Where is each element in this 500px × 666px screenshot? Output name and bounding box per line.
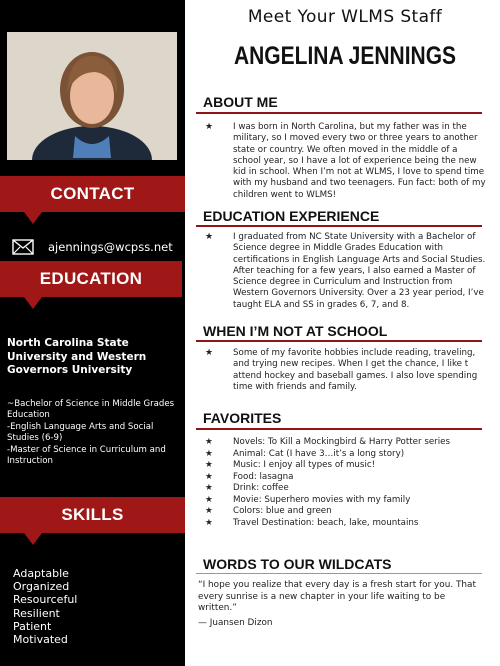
skill-item: Motivated (13, 633, 68, 647)
not-at-school-text: Some of my favorite hobbies include reading, traveling, and trying new recipes. When I get the chance, I like t attend hockey and baseball games. I also love spending time with friends and family. (233, 348, 478, 392)
degree-item: -Master of Science in Curriculum and Instruction (7, 444, 166, 467)
section-divider (196, 428, 482, 430)
star-icon: ★ (205, 232, 214, 242)
star-icon: ★ (205, 122, 214, 132)
list-item (202, 437, 486, 449)
star-icon: ★ (205, 448, 213, 459)
skill-item: Resilient (13, 606, 60, 620)
words-heading: WORDS TO OUR WILDCATS (203, 556, 392, 572)
envelope-icon (12, 239, 34, 255)
star-icon: ★ (205, 483, 213, 493)
profile-photo (7, 32, 177, 160)
about-text: I was born in North Carolina, but my father was in the military, so I moved every two or three years to another state or country. We often moved in the middle of a school year, so I have a lot of experience being the new kid in school. When I’m not at WLMS, I love to spend time with my husband and two teenagers. Fun fact: both of my children went to WLMS! (233, 122, 486, 200)
contact-ribbon-tip (24, 212, 42, 224)
star-icon: ★ (205, 494, 213, 505)
list-item (202, 460, 486, 472)
skills-heading: SKILLS (0, 497, 185, 533)
favorite-text: Animal: Cat (I have 3…it’s a long story) (233, 448, 405, 459)
section-divider (196, 340, 482, 342)
favorites-list (202, 437, 486, 529)
degree-item: ~Bachelor of Science in Middle Grades Education (7, 399, 175, 421)
not-at-school-block (202, 348, 486, 393)
education-heading: EDUCATION (0, 261, 182, 297)
school-name: North Carolina State University and Western Governors University (7, 337, 147, 376)
favorite-text: Drink: coffee (233, 483, 289, 493)
quote-author: — Juansen Dizon (198, 618, 273, 628)
skill-item: Patient (13, 619, 52, 633)
skills-ribbon-tip (24, 533, 42, 545)
favorite-text: Travel Destination: beach, lake, mountains (233, 517, 419, 528)
star-icon: ★ (205, 471, 213, 482)
list-item (202, 506, 486, 518)
list-item (202, 449, 486, 461)
contact-heading: CONTACT (0, 176, 185, 212)
section-divider (196, 112, 482, 114)
favorite-text: Novels: To Kill a Mockingbird & Harry Potter series (233, 437, 451, 447)
email-link[interactable]: ajennings@wcpss.net (48, 240, 173, 254)
skill-item: Organized (13, 580, 70, 594)
favorite-text: Music: I enjoy all types of music! (233, 460, 376, 470)
education-experience-block (202, 232, 486, 311)
star-icon: ★ (205, 348, 214, 358)
education-ribbon-tip (24, 297, 42, 309)
sidebar (0, 0, 185, 666)
star-icon: ★ (205, 437, 213, 447)
list-item (202, 483, 486, 495)
skill-item: Resourceful (13, 593, 78, 607)
staff-name: ANGELINA JENNINGS (233, 42, 457, 71)
star-icon: ★ (205, 460, 213, 470)
education-experience-heading: EDUCATION EXPERIENCE (203, 208, 380, 224)
list-item (202, 495, 486, 507)
favorite-text: Food: lasagna (233, 471, 294, 482)
degrees-list (7, 399, 179, 467)
skills-list (13, 567, 77, 646)
quote-text: “I hope you realize that every day is a fresh start for you. That every sunrise is a new chapter in your life waiting to be written.” (198, 580, 476, 614)
star-icon: ★ (205, 517, 213, 528)
favorites-heading: FAVORITES (203, 410, 282, 426)
favorite-text: Colors: blue and green (233, 506, 332, 516)
favorite-text: Movie: Superhero movies with my family (233, 494, 411, 505)
list-item (202, 472, 486, 484)
page-title: Meet Your WLMS Staff (247, 7, 443, 27)
not-at-school-heading: WHEN I’M NOT AT SCHOOL (203, 323, 388, 339)
section-divider (196, 225, 482, 227)
education-experience-text: I graduated from NC State University with a Bachelor of Science degree in Middle Grades Education with certifications in English Language Arts and Social Studies. After teaching for a few years, I also earned a Master of Science degree in Curriculum and Instruction from Western Governors University. Over a 23 year period, I’ve taught ELA and SS in grades 6, 7, and 8. (233, 232, 486, 310)
list-item (202, 518, 486, 530)
about-text-block (202, 122, 486, 201)
star-icon: ★ (205, 506, 213, 516)
about-heading: ABOUT ME (203, 94, 278, 110)
skill-item: Adaptable (13, 567, 69, 580)
section-divider (196, 573, 482, 574)
degree-item: -English Language Arts and Social Studies (6-9) (7, 421, 154, 444)
